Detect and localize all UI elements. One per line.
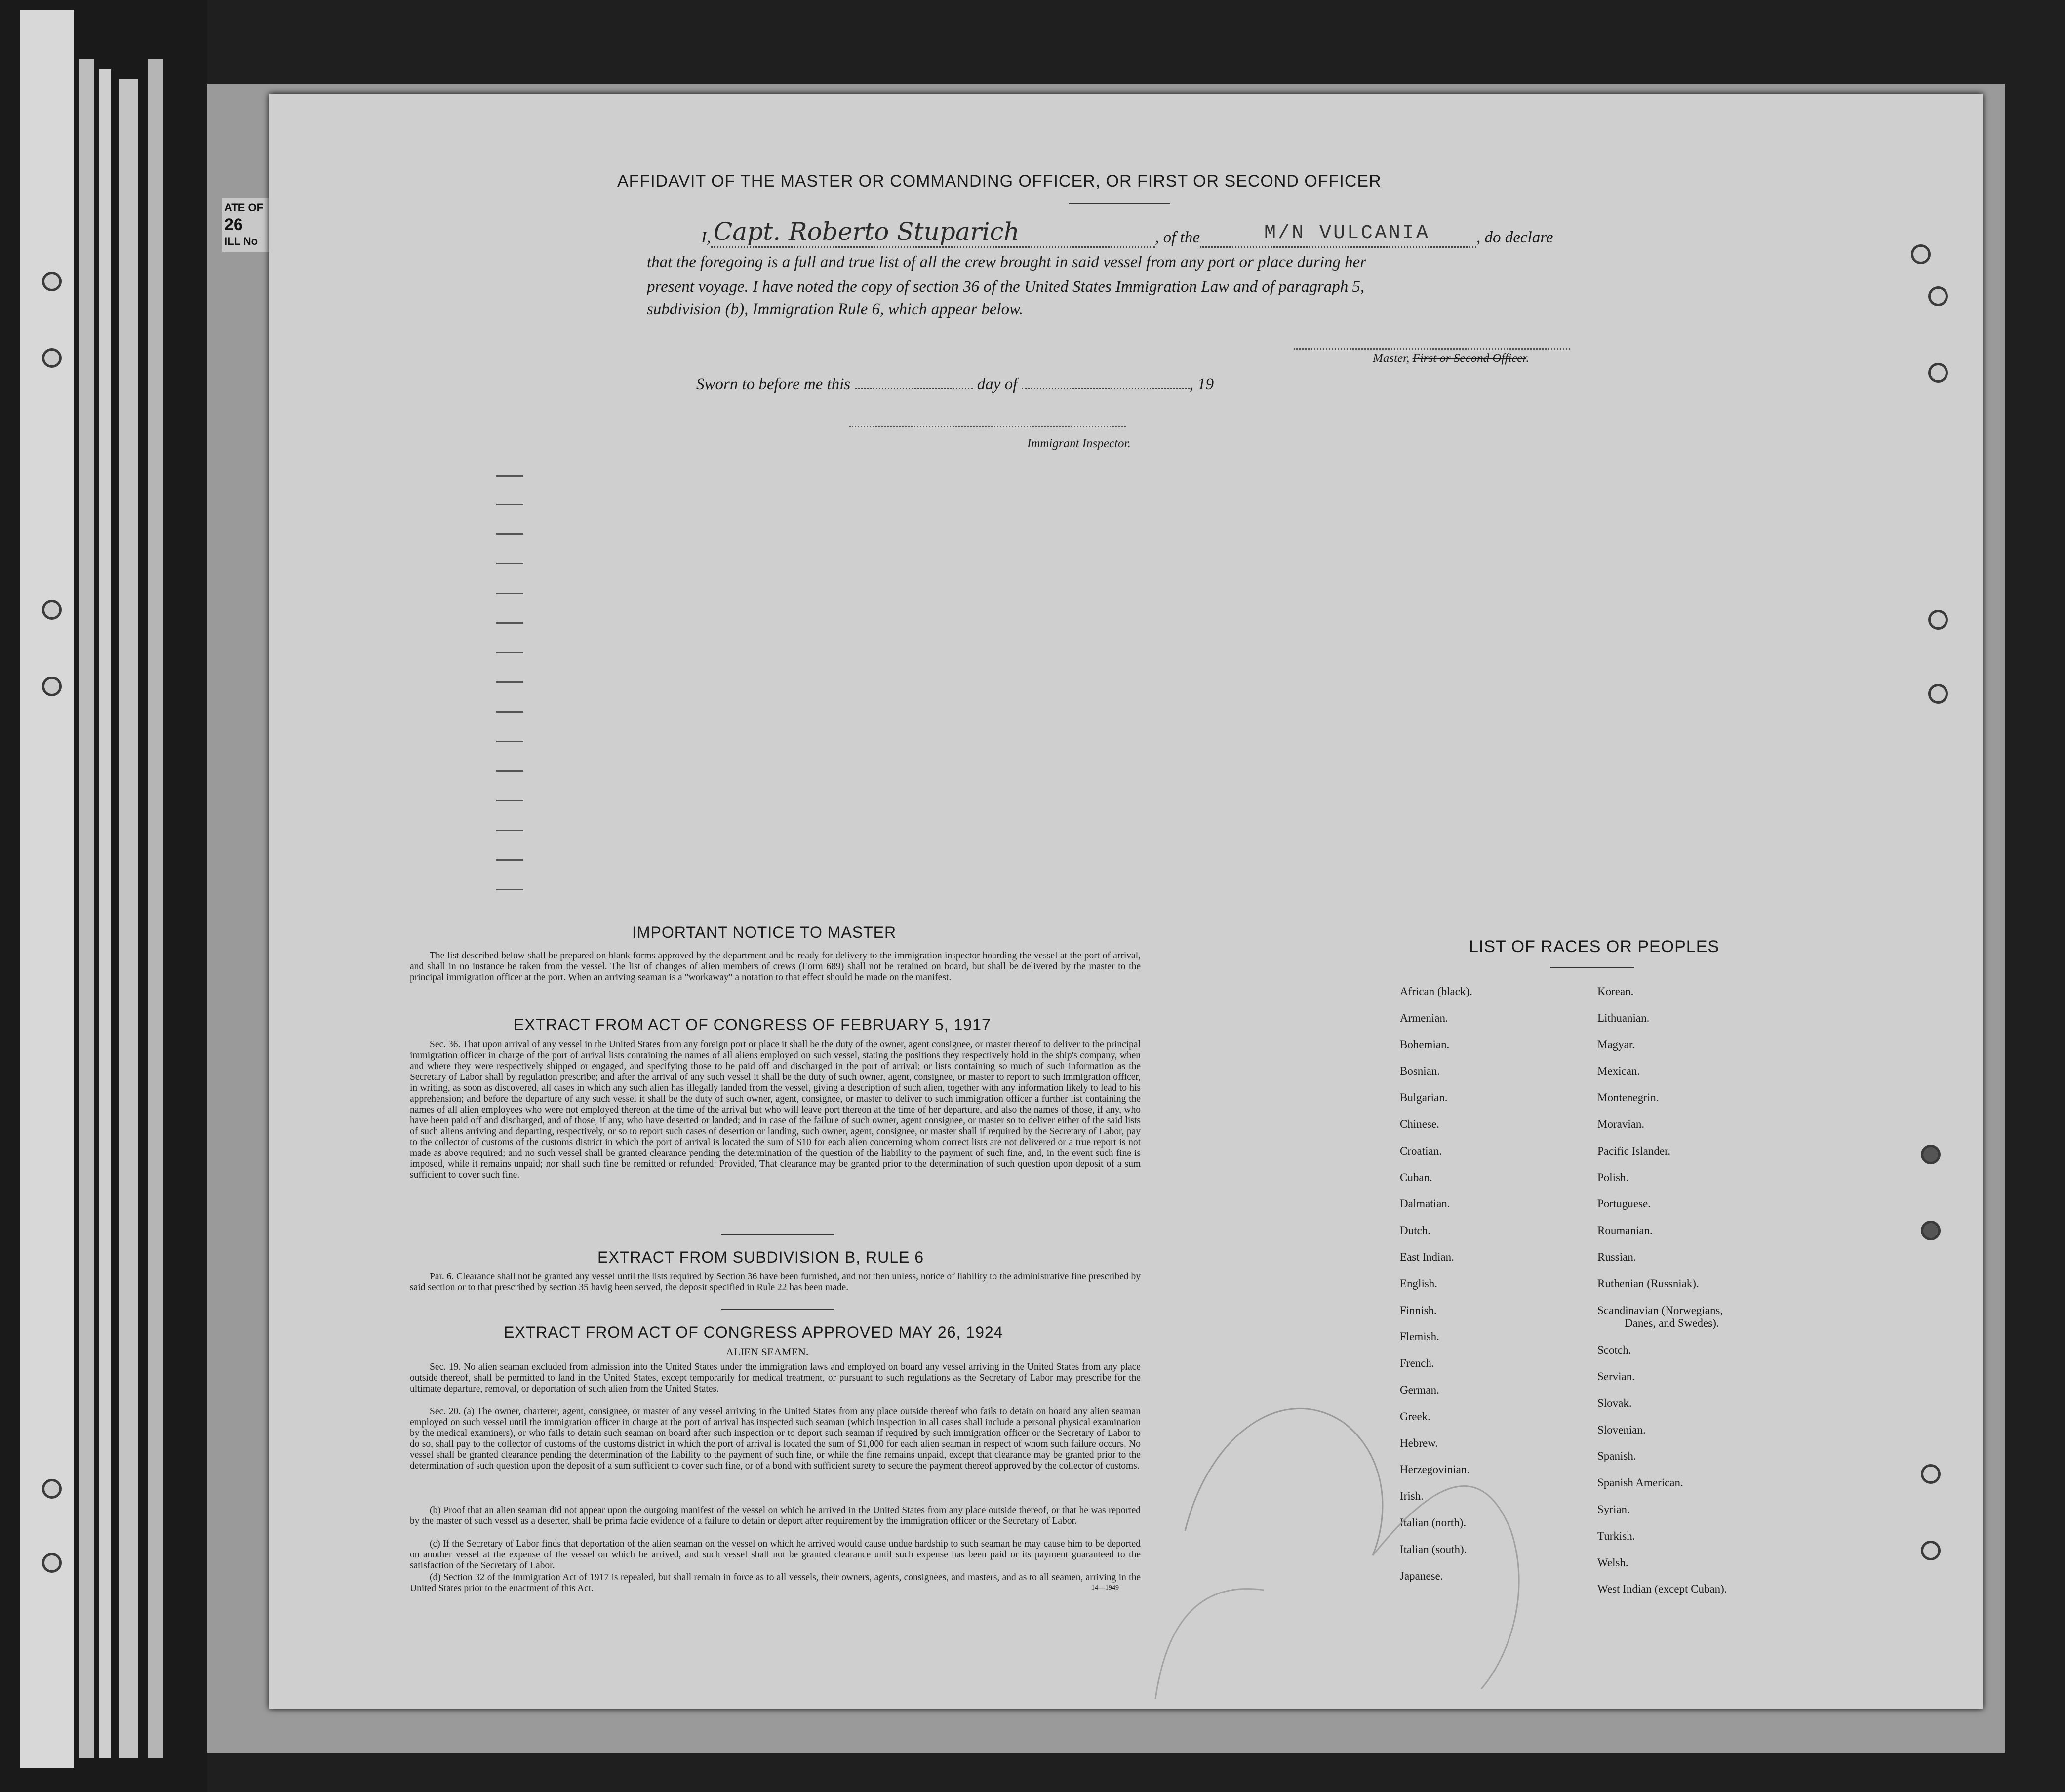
- blank-row-mark: [496, 741, 523, 742]
- affidavit-line2: that the foregoing is a full and true list of all the crew brought in said vessel from any port or place during her: [647, 253, 1367, 271]
- binding-page-3: [99, 69, 111, 1758]
- race-item: Portuguese.: [1597, 1197, 1651, 1210]
- section-divider: [721, 1234, 834, 1235]
- extract-1924-sec20c: (c) If the Secretary of Labor finds that deportation of the alien seaman on the vessel on which he arrived would cause undue hardship to such seaman he may cause him to be deported on another vessel at the expense of the vessel on which he arrived, and such vessel shall not be granted clearance until such expense has been paid or its payment guaranteed to the satisfaction of the Secretary of Labor.: [410, 1539, 1141, 1571]
- punch-hole: [1921, 1464, 1941, 1484]
- sworn-row: [696, 373, 1214, 395]
- race-item: Flemish.: [1400, 1330, 1439, 1343]
- blank-row-mark: [496, 711, 523, 713]
- blank-row-mark: [496, 533, 523, 535]
- extract-1924-title: EXTRACT FROM ACT OF CONGRESS APPROVED MAY 26, 1924: [504, 1323, 1003, 1341]
- notice-body: The list described below shall be prepared on blank forms approved by the department and be ready for delivery to the immigration inspector boarding the vessel at the port of arrival, and shall in no instance be taken from the vessel. The list of changes of alien members of crews (Form 689) shall not be retained on board, but shall be delivered by the master to the principal immigration officer at the port. When an arriving seaman is a "workaway" a notation to that effect should be made on the manifest.: [410, 951, 1141, 983]
- subdivision-title: EXTRACT FROM SUBDIVISION B, RULE 6: [597, 1248, 924, 1266]
- extract-1924-sec20a: Sec. 20. (a) The owner, charterer, agent, consignee, or master of any vessel arriving in the United States from any place outside thereof who fails to detain on board any alien seaman employed on such vessel until the immigration officer in charge at the port of arrival has inspected such seaman (which inspection in all cases shall include a personal physical examination by the medical examiners), or who fails to detain such seaman on board after such inspection or to deport such seaman if required by such immigration officer or the Secretary of Labor to do so, shall pay to the collector of customs of the customs district in which the port of arrival is located the sum of $1,000 for each alien seaman in respect of whom such failure occurs. No vessel shall be granted clearance pending the determination of the liability to the payment of such fine, or while the fine remains unpaid, except that clearance may be granted prior to the determination of such question upon the deposit of a sum sufficient to cover such fine, or of a bond with sufficient surety to secure the payment thereof approved by the collector of customs.: [410, 1406, 1141, 1471]
- affidavit-line3: present voyage. I have noted the copy of section 36 of the United States Immigration Law and of paragraph 5,: [647, 278, 1365, 296]
- form-code: 14—1949: [1091, 1584, 1119, 1592]
- blank-row-mark: [496, 830, 523, 831]
- punch-hole: [1921, 1221, 1941, 1240]
- master-label-row: [1373, 348, 1529, 369]
- punch-hole: [1928, 286, 1948, 306]
- blank-row-mark: [496, 593, 523, 594]
- affidavit-title: AFFIDAVIT OF THE MASTER OR COMMANDING OFFICER, OR FIRST OR SECOND OFFICER: [617, 172, 1382, 191]
- blank-row-mark: [496, 504, 523, 505]
- race-item: Danes, and Swedes).: [1625, 1317, 1719, 1330]
- race-item: Slovenian.: [1597, 1423, 1646, 1436]
- race-item: Ruthenian (Russniak).: [1597, 1277, 1699, 1290]
- extract-1924-sec20b: (b) Proof that an alien seaman did not appear upon the outgoing manifest of the vessel on which he arrived in the United States from any place outside thereof, or that he was reported by the master of such vessel as a deserter, shall be prima facie evidence of a failure to detain or deport after requirement by the immigration officer or the Secretary of Labor.: [410, 1505, 1141, 1526]
- inspector-signature-line: [849, 426, 1126, 427]
- title-underline: [1069, 203, 1170, 204]
- inspector-label: Immigrant Inspector.: [1027, 437, 1131, 450]
- race-item: Scandinavian (Norwegians,: [1597, 1304, 1723, 1316]
- race-item: Servian.: [1597, 1370, 1635, 1383]
- races-title-underline: [1550, 967, 1634, 968]
- extract-1917-title: EXTRACT FROM ACT OF CONGRESS OF FEBRUARY 5, 1917: [514, 1016, 991, 1034]
- pencil-marks: [1136, 1333, 1580, 1704]
- punch-hole: [42, 600, 62, 620]
- struck-officer-label: First or Second Officer: [1412, 352, 1526, 365]
- race-item: Cuban.: [1400, 1171, 1432, 1184]
- punch-hole: [1921, 1541, 1941, 1560]
- race-item: Dutch.: [1400, 1224, 1430, 1237]
- race-item: English.: [1400, 1277, 1438, 1290]
- extract-1924-subtitle: ALIEN SEAMEN.: [726, 1346, 809, 1358]
- binding-page-2: [79, 59, 94, 1758]
- margin-stamp: [222, 198, 271, 252]
- punch-hole: [42, 1553, 62, 1573]
- extract-1917-body: Sec. 36. That upon arrival of any vessel in the United States from any foreign port or place it shall be the duty of the owner, agent consignee, or master thereof to deliver to the principal immigration officer in charge of the port of arrival lists containing the names of all aliens employed on such vessel, stating the positions they respectively hold in the ship's company, when and where they were respectively shipped or engaged, and specifying those to be paid off and discharged in the port of arrival; or lists containing so much of such information as the Secretary of Labor shall by regulation prescribe; and after the arrival of any such vessel it shall be the duty of such owner, agent, consignee, or master to report to such immigration officer, in writing, as soon as discovered, all cases in which any such alien has illegally landed from the vessel, giving a description of such alien, together with any information likely to lead to his apprehension; and before the departure of any such vessel it shall be the duty of such owner, agent, consignee, or master to deliver to such immigration officer a further list containing the names of all alien employees who were not employed thereon at the time of the arrival but who will leave port thereon at the time of her departure, and also the names of those, if any, who have been paid off and discharged, and of those, if any, who have deserted or landed; and in case of the failure of such owner, agent consignee, or master so to deliver either of the said lists of such aliens arriving and departing, respectively, or so to report such cases of desertion or landing, such owner, agent, consignee, or master shall if required by the Secretary of Labor, pay to the collector of customs of the customs district in which the port of arrival is located the sum of $10 for each alien concerning whom correct lists are not delivered or a true report is not made as above required; and no such vessel shall be granted clearance pending the determination of the question of the liability to the payment of such fine, and, in the event such fine is imposed, while it remains unpaid; nor shall such fine be remitted or refunded: Provided, That clearance may be granted prior to the determination of such question upon deposit of a sum sufficient to cover such fine.: [410, 1039, 1141, 1180]
- race-item: Polish.: [1597, 1171, 1629, 1184]
- race-item: Japanese.: [1400, 1569, 1443, 1582]
- race-item: Turkish.: [1597, 1529, 1635, 1542]
- race-item: Spanish.: [1597, 1450, 1636, 1463]
- race-item: Bosnian.: [1400, 1065, 1440, 1077]
- margin-stamp-line2: 26: [224, 215, 243, 234]
- day-of-label: day of: [977, 375, 1018, 393]
- race-item: Welsh.: [1597, 1556, 1628, 1569]
- blank-row-mark: [496, 800, 523, 801]
- race-item: African (black).: [1400, 985, 1472, 997]
- race-item: Finnish.: [1400, 1304, 1437, 1316]
- year-label: , 19: [1189, 375, 1214, 393]
- race-item: East Indian.: [1400, 1251, 1454, 1263]
- race-item: Korean.: [1597, 985, 1634, 997]
- punch-hole: [1928, 363, 1948, 383]
- race-item: Chinese.: [1400, 1118, 1439, 1130]
- blank-row-mark: [496, 563, 523, 564]
- race-item: Slovak.: [1597, 1396, 1632, 1409]
- notice-title: IMPORTANT NOTICE TO MASTER: [632, 923, 897, 941]
- race-item: Montenegrin.: [1597, 1091, 1659, 1104]
- master-label: Master,: [1373, 352, 1410, 365]
- race-item: West Indian (except Cuban).: [1597, 1583, 1727, 1595]
- subdivision-body: Par. 6. Clearance shall not be granted any vessel until the lists required by Section 36 have been furnished, and not then unless, notice of liability to the administrative fine prescribed by said section or to that prescribed by section 35 havig been served, the deposit specified in Rule 22 has been made.: [410, 1272, 1141, 1293]
- extract-1924-sec20d: (d) Section 32 of the Immigration Act of 1917 is repealed, but shall remain in force as to all vessels, their owners, agents, consignees, and masters, and as to all seamen, arriving in the United States prior to the enactment of this Act.: [410, 1572, 1141, 1593]
- race-item: Dalmatian.: [1400, 1197, 1450, 1210]
- races-title: LIST OF RACES OR PEOPLES: [1469, 937, 1720, 956]
- race-item: Moravian.: [1597, 1118, 1645, 1130]
- race-item: Pacific Islander.: [1597, 1144, 1671, 1157]
- punch-hole: [1928, 684, 1948, 704]
- race-item: Croatian.: [1400, 1144, 1442, 1157]
- punch-hole: [1928, 610, 1948, 630]
- race-item: French.: [1400, 1357, 1434, 1370]
- race-item: Syrian.: [1597, 1503, 1630, 1515]
- race-item: Lithuanian.: [1597, 1011, 1650, 1024]
- sworn-label: Sworn to before me this: [696, 375, 851, 393]
- race-item: Armenian.: [1400, 1011, 1448, 1024]
- punch-hole: [1911, 244, 1931, 264]
- punch-hole: [42, 1479, 62, 1499]
- race-item: Scotch.: [1597, 1344, 1631, 1356]
- i-label: I,: [701, 229, 711, 246]
- margin-stamp-line3: ILL No: [224, 235, 258, 247]
- blank-row-mark: [496, 622, 523, 624]
- blank-row-mark: [496, 859, 523, 861]
- margin-stamp-line1: ATE OF: [224, 201, 264, 214]
- do-declare-label: , do declare: [1476, 229, 1553, 246]
- race-item: Italian (south).: [1400, 1543, 1467, 1555]
- blank-row-mark: [496, 475, 523, 477]
- punch-hole: [42, 348, 62, 368]
- race-item: Russian.: [1597, 1251, 1636, 1263]
- binding-page-5: [148, 59, 163, 1758]
- blank-row-mark: [496, 889, 523, 890]
- race-item: Magyar.: [1597, 1038, 1635, 1051]
- race-item: Bulgarian.: [1400, 1091, 1448, 1104]
- race-item: Roumanian.: [1597, 1224, 1653, 1237]
- punch-hole: [42, 272, 62, 291]
- extract-1924-sec19: Sec. 19. No alien seaman excluded from admission into the United States under the immigration laws and employed on board any vessel arriving in the United States from any place outside thereof, shall be permitted to land in the United States, except temporarily for medical treatment, or pursuant to such regulations as the Secretary of Labor may prescribe for the ultimate departure, removal, or deportation of such alien from the United States.: [410, 1362, 1141, 1394]
- vessel-name-stamp: M/N VULCANIA: [1264, 222, 1430, 244]
- master-end: .: [1526, 352, 1529, 365]
- race-item: Hebrew.: [1400, 1436, 1438, 1449]
- race-item: German.: [1400, 1384, 1439, 1396]
- blank-row-mark: [496, 652, 523, 653]
- race-item: Greek.: [1400, 1410, 1430, 1423]
- master-name-signature: Capt. Roberto Stuparich: [714, 217, 1020, 246]
- punch-hole: [42, 677, 62, 696]
- race-item: Spanish American.: [1597, 1476, 1683, 1489]
- blank-row-mark: [496, 681, 523, 683]
- of-the-label: , of the: [1155, 229, 1200, 246]
- race-item: Italian (north).: [1400, 1516, 1467, 1529]
- section-divider: [721, 1309, 834, 1310]
- race-item: Herzegovinian.: [1400, 1463, 1470, 1476]
- affidavit-line4: subdivision (b), Immigration Rule 6, which appear below.: [647, 300, 1023, 318]
- race-item: Irish.: [1400, 1490, 1424, 1503]
- blank-row-mark: [496, 770, 523, 772]
- punch-hole: [1921, 1145, 1941, 1164]
- race-item: Mexican.: [1597, 1065, 1640, 1077]
- race-item: Bohemian.: [1400, 1038, 1450, 1051]
- binding-page-4: [119, 79, 138, 1758]
